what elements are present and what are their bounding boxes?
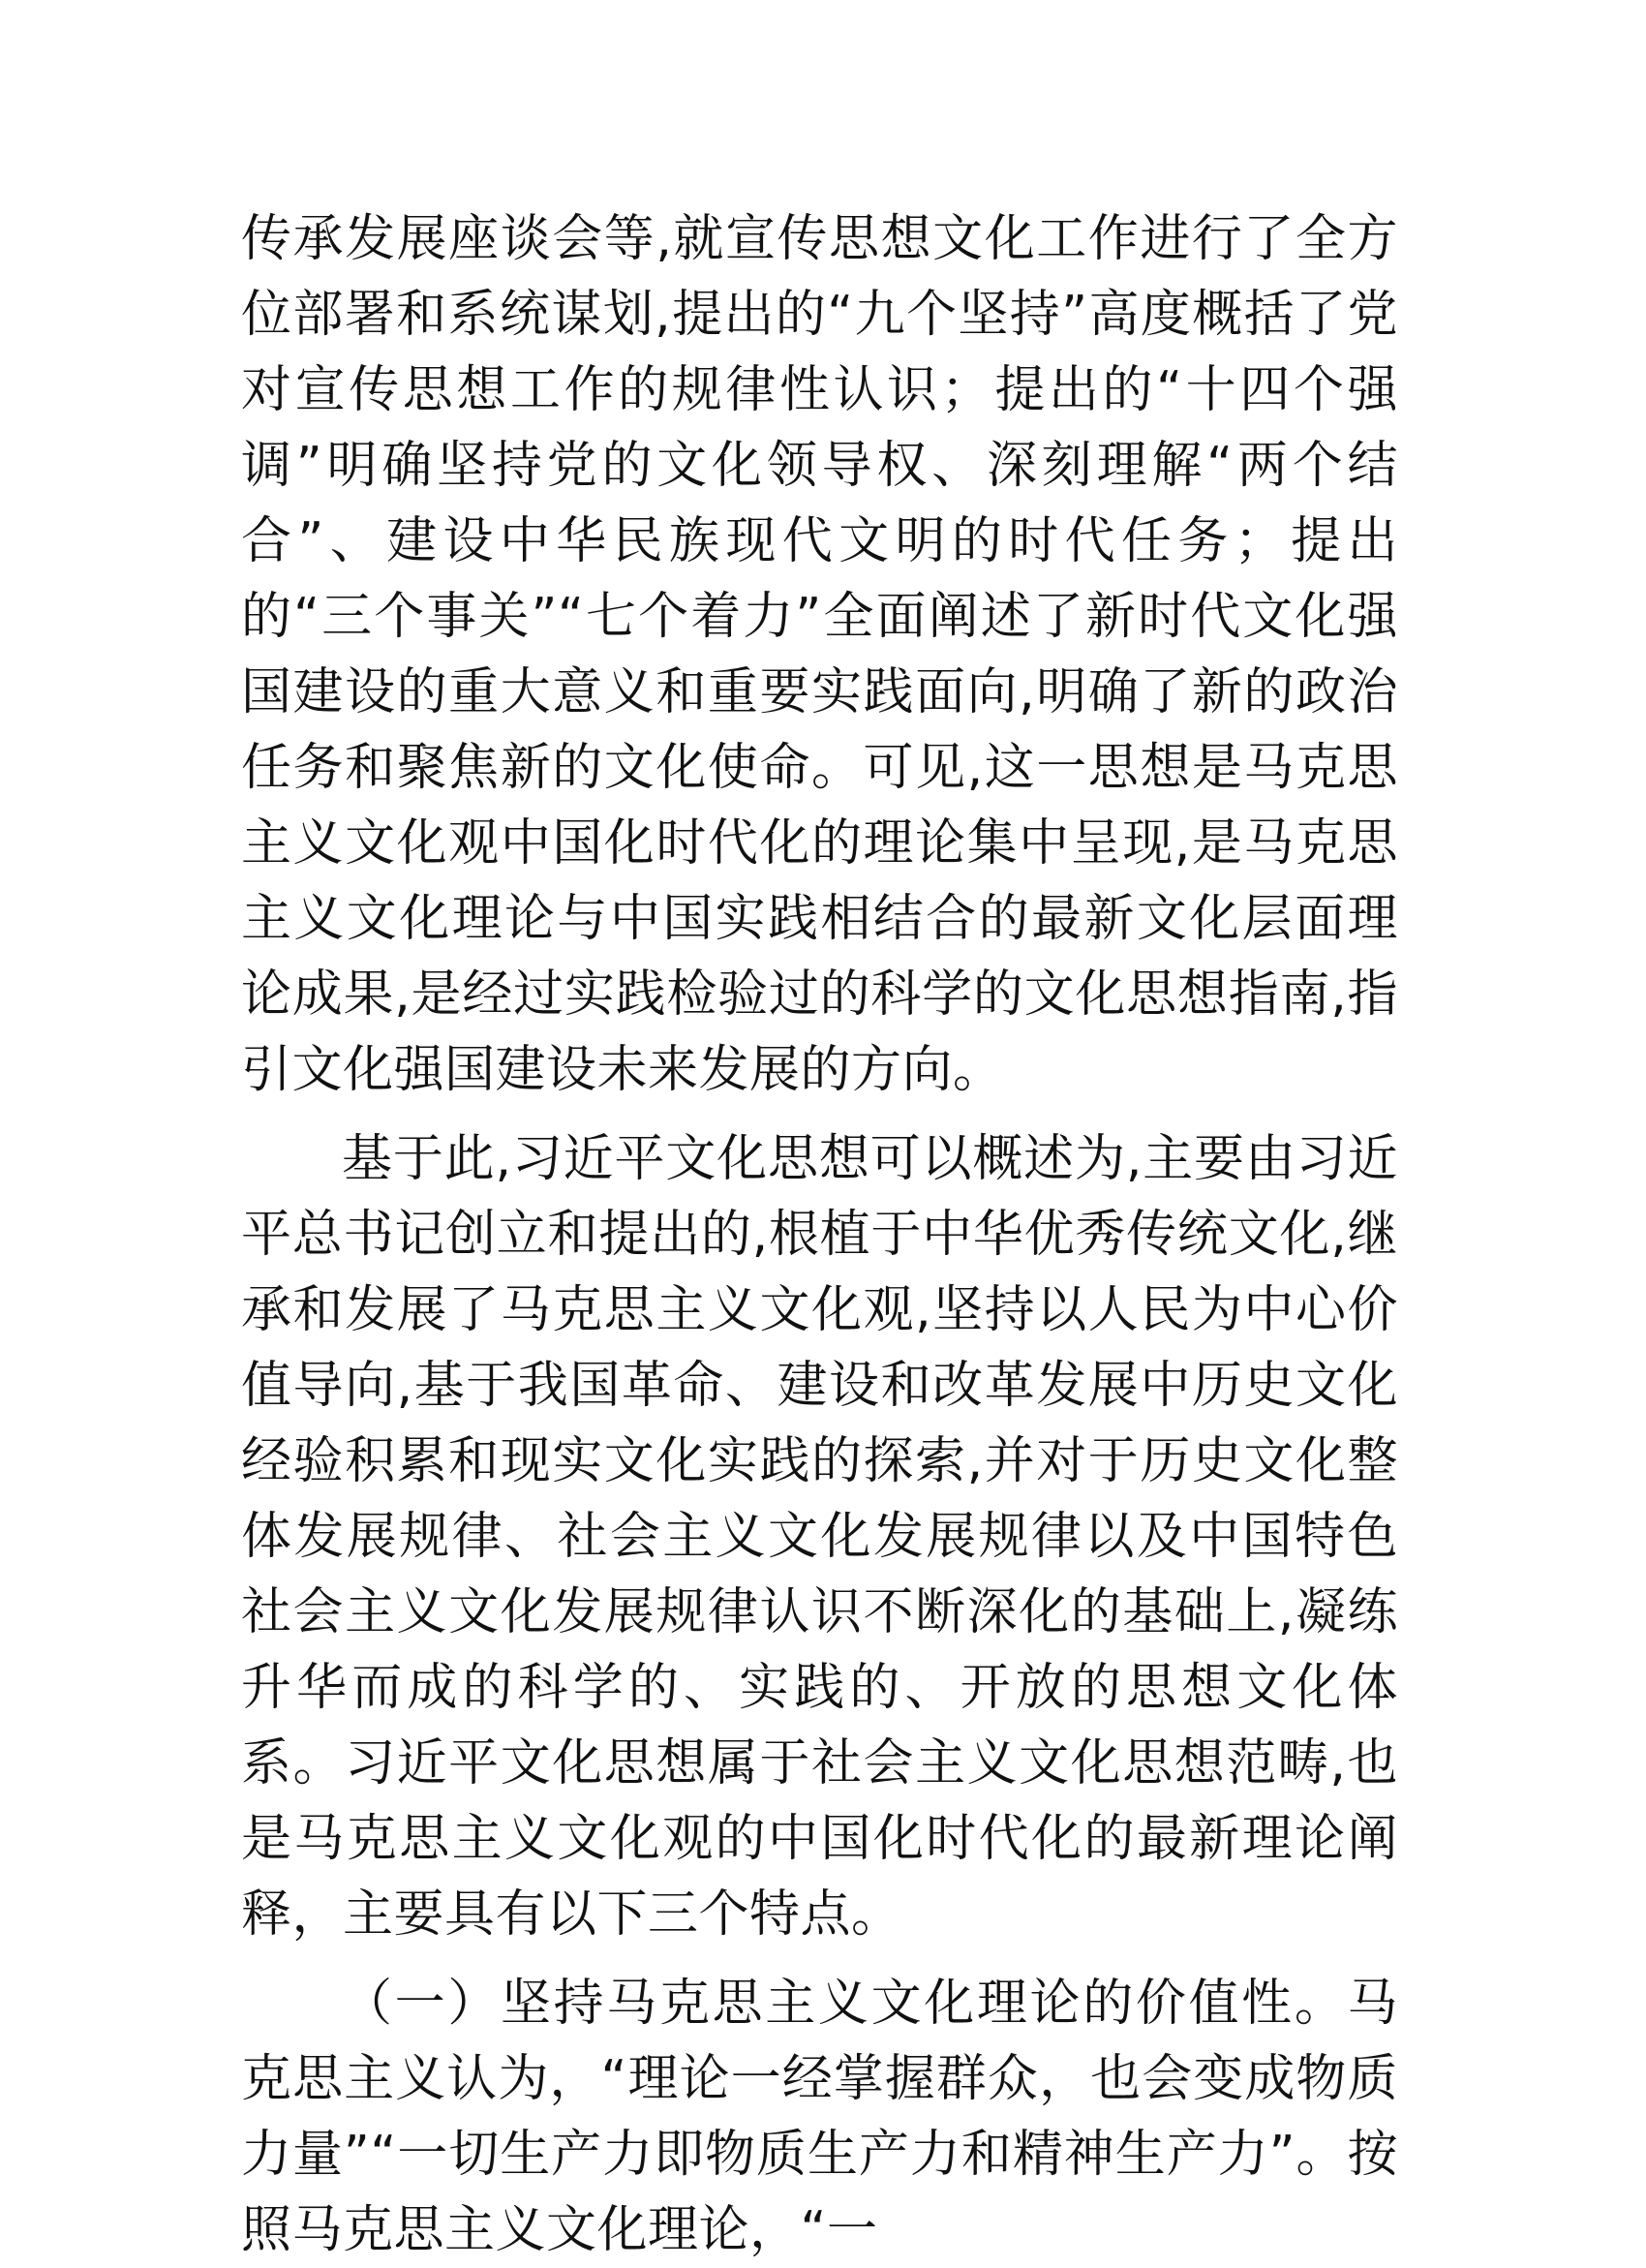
document-body (241, 201, 1398, 2268)
paragraph-section-one: （一）坚持马克思主义文化理论的价值性。马克思主义认为，“理论一经掌握群众，也会变成物质力量”“一切生产力即物质生产力和精神生产力”。按照马克思主义文化理论，“一 (241, 1975, 1398, 2259)
paragraph-continued: 传承发展座谈会等,就宣传思想文化工作进行了全方位部署和系统谋划,提出的“九个坚持”高度概括了党对宣传思想工作的规律性认识；提出的“十四个强调”明确坚持党的文化领导权、深刻理解“两个结合”、建设中华民族现代文明的时代任务；提出的“三个事关”“七个着力”全面阐述了新时代文化强国建设的重大意义和重要实践面向,明确了新的政治任务和聚焦新的文化使命。可见,这一思想是马克思主义文化观中国化时代化的理论集中呈现,是马克思主义文化理论与中国实践相结合的最新文化层面理论成果,是经过实践检验过的科学的文化思想指南,指引文化强国建设未来发展的方向。 (241, 210, 1398, 1099)
paragraph-definition: 基于此,习近平文化思想可以概述为,主要由习近平总书记创立和提出的,根植于中华优秀传统文化,继承和发展了马克思主义文化观,坚持以人民为中心价值导向,基于我国革命、建设和改革发展中历史文化经验积累和现实文化实践的探索,并对于历史文化整体发展规律、社会主义文化发展规律以及中国特色社会主义文化发展规律认识不断深化的基础上,凝练升华而成的科学的、实践的、开放的思想文化体系。习近平文化思想属于社会主义文化思想范畴,也是马克思主义文化观的中国化时代化的最新理论阐释，主要具有以下三个特点。 (241, 1130, 1398, 1944)
